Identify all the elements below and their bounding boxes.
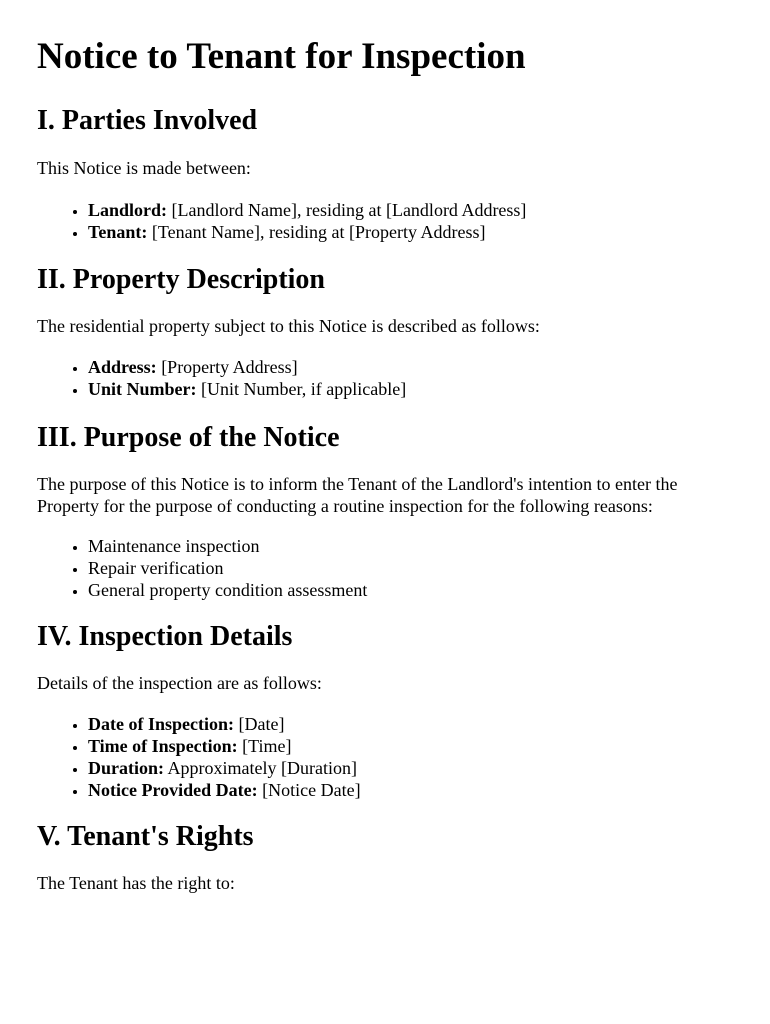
list-item-tenant: [88, 221, 770, 243]
item-text: [Landlord Name], residing at [Landlord Address]: [167, 200, 527, 220]
section-heading-purpose: III. Purpose of the Notice: [37, 422, 340, 453]
item-text: [Tenant Name], residing at [Property Address]: [147, 222, 486, 242]
list-item: • Repair verification: [88, 557, 770, 579]
section-heading-parties: I. Parties Involved: [37, 105, 258, 136]
property-list: [37, 356, 770, 400]
section-intro-parties: This Notice is made between:: [37, 158, 251, 178]
section-heading-inspection-details: IV. Inspection Details: [37, 621, 293, 652]
item-text: Approximately [Duration]: [164, 758, 357, 778]
item-label: Notice Provided Date:: [88, 780, 258, 800]
item-label: Unit Number:: [88, 379, 197, 399]
list-item-unit-number: [88, 378, 770, 400]
item-text: [Time]: [237, 736, 292, 756]
item-label: Landlord:: [88, 200, 168, 220]
section-intro-purpose: The purpose of this Notice is to inform the Tenant of the Landlord's intention to enter the Property for the purpose of conducting a routine inspection for the following reasons:: [37, 474, 678, 516]
purpose-list: [37, 535, 770, 601]
section-intro-tenant-rights: The Tenant has the right to:: [37, 873, 235, 893]
list-item-address: [88, 356, 770, 378]
section-intro-inspection-details: Details of the inspection are as follows:: [37, 673, 322, 693]
item-label: Tenant:: [88, 222, 148, 242]
list-item-date: [88, 713, 770, 735]
section-heading-tenant-rights: V. Tenant's Rights: [37, 821, 254, 852]
list-item: • General property condition assessment: [88, 579, 770, 601]
item-label: Time of Inspection:: [88, 736, 238, 756]
document-title: Notice to Tenant for Inspection: [37, 36, 526, 77]
item-label: Address:: [88, 357, 157, 377]
list-item-time: [88, 735, 770, 757]
item-text: [Unit Number, if applicable]: [196, 379, 407, 399]
inspection-details-list: [37, 713, 770, 801]
parties-list: [37, 199, 770, 243]
section-intro-property: The residential property subject to this Notice is described as follows:: [37, 316, 540, 336]
list-item-duration: [88, 757, 770, 779]
list-item: • Maintenance inspection: [88, 535, 770, 557]
list-item-notice-date: [88, 779, 770, 801]
section-heading-property: II. Property Description: [37, 264, 325, 295]
item-text: [Notice Date]: [257, 780, 361, 800]
item-text: [Property Address]: [156, 357, 298, 377]
list-item-landlord: [88, 199, 770, 221]
item-label: Duration:: [88, 758, 164, 778]
item-text: [Date]: [234, 714, 285, 734]
item-label: Date of Inspection:: [88, 714, 234, 734]
